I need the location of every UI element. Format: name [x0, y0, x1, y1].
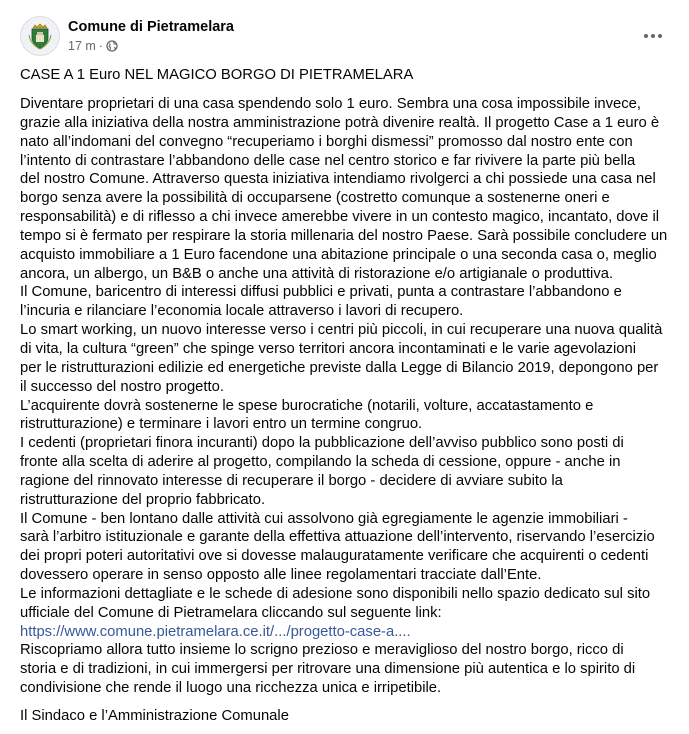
meta-separator: ·	[98, 38, 103, 53]
more-horizontal-icon	[643, 33, 663, 39]
page-avatar[interactable]	[20, 16, 60, 56]
post-body	[20, 66, 672, 726]
post-paragraph: Il Comune - ben lontano dalle attività cui assolvono già egregiamente le agenzie immobiliari - sarà l’arbitro istituzionale e garante della effettiva attuazione dell’intervento, riservando l’esercizio dei propri poteri autoritativi ove si dovesse malauguratamente verificare che acquirenti o cedenti dovessero operare in senso opposto alle linee regolamentari tracciate dall’Ente.	[20, 510, 655, 584]
project-link[interactable]: https://www.comune.pietramelara.ce.it/.../progetto-case-a....	[20, 623, 411, 640]
page-name[interactable]: Comune di Pietramelara	[68, 18, 234, 35]
post-paragraph: Lo smart working, un nuovo interesse verso i centri più piccoli, in cui recuperare una nuova qualità di vita, la cultura “green” che spinge verso territori ancora incontaminati e le varie agevolazioni per le ristrutturazioni edilizie ed energetiche previste dalla Legge di Bilancio 2019, depongono per il successo del nostro progetto.	[20, 322, 663, 395]
post-header	[20, 14, 234, 58]
post-paragraph: Le informazioni dettagliate e le schede di adesione sono disponibili nello spazio dedicato sul sito ufficiale del Comune di Pietramelara cliccando sul seguente link:	[20, 585, 651, 621]
post-paragraph: I cedenti (proprietari finora incuranti) dopo la pubblicazione dell’avviso pubblico sono posti di fronte alla scelta di aderire al progetto, compilando la scheda di cessione, oppure - anche in ragione del rinnovato interesse di recuperare il borgo - decidere di avviare subito la ristrutturazione del proprio fabbricato.	[20, 435, 624, 508]
more-options-button[interactable]	[639, 24, 667, 48]
post-title: CASE A 1 Euro NEL MAGICO BORGO DI PIETRAMELARA	[20, 67, 414, 83]
post-paragraph: Il Comune, baricentro di interessi diffusi pubblici e privati, punta a contrastare l’abbandono e l’incuria e rilanciare l’economia locale attraverso i lavori di recupero.	[20, 284, 622, 320]
post-paragraph: L’acquirente dovrà sostenerne le spese burocratiche (notarili, volture, accatastamento e ristrutturazione) e terminare i lavori entro un termine congruo.	[20, 397, 594, 433]
link-line	[20, 623, 672, 642]
post-signature: Il Sindaco e l’Amministrazione Comunale	[20, 708, 289, 724]
post-text	[20, 95, 672, 726]
coat-of-arms-icon	[25, 21, 55, 51]
post-timestamp[interactable]: 17 m	[68, 38, 96, 53]
post-paragraph: Diventare proprietari di una casa spendendo solo 1 euro. Sembra una cosa impossibile invece, grazie alla iniziativa della nostra amministrazione potrà divenire realtà. Il progetto Case a 1 euro è nato all’indomani del convegno “recuperiamo i borghi dismessi” promosso dal nostro ente con l’intento di contrastare l’abbandono delle case nel centro storico e far rivivere la parte più bella del nostro Comune. Attraverso questa iniziativa intendiamo rivolgerci a chi possiede una casa nel borgo senza avere la possibilità di occuparsene (costretto comunque a sostenerne oneri e responsabilità) e di riflesso a chi invece amerebbe vivere in un contesto magico, incantato, dove il tempo si è fermato per respirare la storia millenaria del nostro Paese. Sarà possibile concludere un acquisto immobiliare a 1 Euro facendone una abitazione principale o una seconda casa o, meglio ancora, un albergo, un B&B o anche una attività di ristorazione e/o artigianale o produttiva.	[20, 96, 668, 282]
post-paragraph: Riscopriamo allora tutto insieme lo scrigno prezioso e meraviglioso del nostro borgo, ricco di storia e di tradizioni, in cui immergersi per ritrovare una dimensione più autentica e lo spirito di condivisione che rende il luogo una ricchezza unica e irripetibile.	[20, 642, 636, 697]
globe-icon[interactable]	[106, 40, 118, 52]
post-meta	[68, 37, 234, 55]
